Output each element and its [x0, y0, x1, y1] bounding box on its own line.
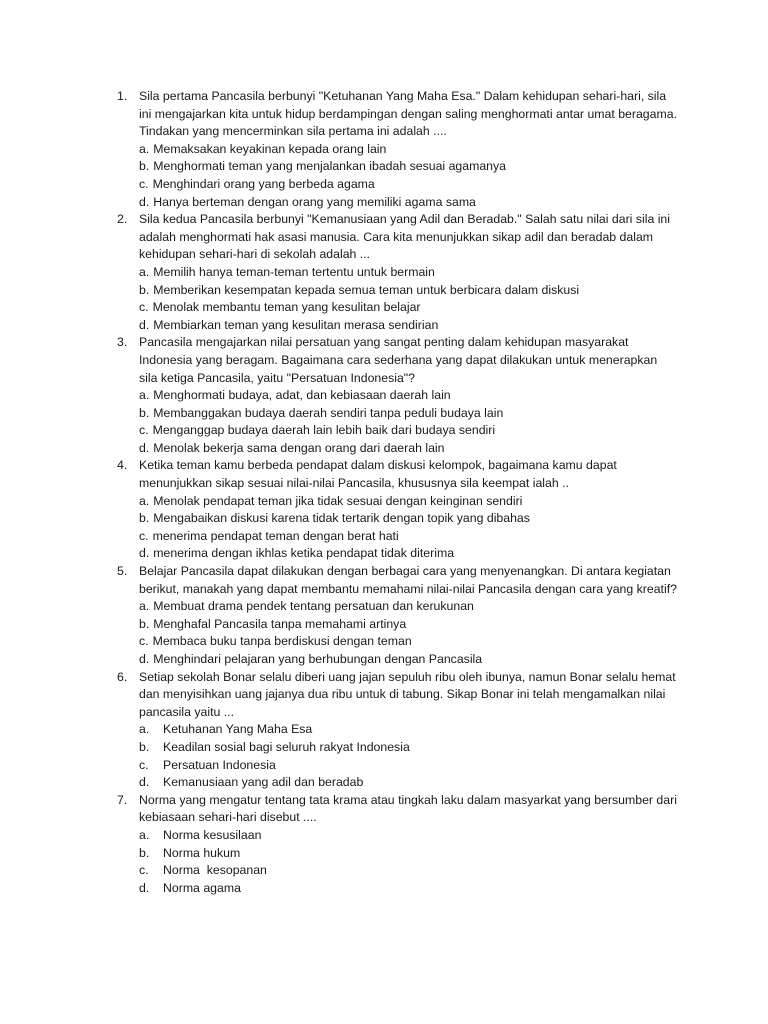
question-body — [139, 88, 677, 211]
question-body — [139, 211, 677, 334]
question-text: Norma yang mengatur tentang tata krama atau tingkah laku dalam masyarkat yang bersumber dari kebiasaan sehari-hari disebut .... — [139, 792, 677, 825]
option-letter: b. — [139, 405, 150, 420]
option-text: menerima pendapat teman dengan berat hati — [152, 528, 399, 543]
option-letter: d. — [139, 546, 150, 561]
option-text: Keadilan sosial bagi seluruh rakyat Indonesia — [163, 739, 410, 754]
question-item — [117, 669, 677, 792]
option-letter: c. — [139, 757, 149, 772]
option-item — [139, 651, 677, 669]
option-text: menerima dengan ikhlas ketika pendapat tidak diterima — [153, 546, 455, 561]
question-number: 2. — [117, 212, 128, 227]
option-text: Menolak pendapat teman jika tidak sesuai dengan keinginan sendiri — [153, 493, 523, 508]
question-number: 1. — [117, 89, 128, 103]
option-list — [139, 721, 677, 791]
question-item — [117, 457, 677, 563]
option-text: Membuat drama pendek tentang persatuan dan kerukunan — [153, 599, 474, 614]
option-item — [139, 141, 677, 159]
option-letter: b. — [139, 616, 150, 631]
option-item — [139, 845, 677, 863]
option-text: Menghindari orang yang berbeda agama — [152, 176, 375, 191]
option-text: Menghafal Pancasila tanpa memahami artinya — [153, 616, 407, 631]
question-number: 5. — [117, 564, 128, 579]
option-letter: d. — [139, 775, 150, 790]
option-list — [139, 264, 677, 334]
option-item — [139, 176, 677, 194]
option-letter: c. — [139, 176, 149, 191]
option-text: Menolak membantu teman yang kesulitan belajar — [152, 300, 421, 315]
option-text: Membanggakan budaya daerah sendiri tanpa peduli budaya lain — [153, 405, 504, 420]
option-letter: c. — [139, 634, 149, 649]
option-letter: a. — [139, 599, 150, 614]
question-list — [117, 88, 677, 897]
option-item — [139, 757, 677, 775]
question-number: 4. — [117, 458, 128, 473]
option-item — [139, 510, 677, 528]
question-text: Pancasila mengajarkan nilai persatuan yang sangat penting dalam kehidupan masyarakat Indonesia yang beragam. Bagaimana cara sederhana yang dapat dilakukan untuk menerapkan sila ketiga Pancasila, yaitu "Persatuan Indonesia"? — [139, 335, 658, 385]
option-letter: c. — [139, 423, 149, 438]
option-letter: c. — [139, 528, 149, 543]
option-text: Menghormati budaya, adat, dan kebiasaan daerah lain — [153, 388, 451, 403]
option-letter: a. — [139, 493, 150, 508]
option-item — [139, 158, 677, 176]
option-list — [139, 493, 677, 563]
option-letter: d. — [139, 652, 150, 666]
option-letter: b. — [139, 845, 150, 860]
question-body — [139, 669, 677, 792]
option-item — [139, 545, 677, 563]
option-letter: a. — [139, 722, 150, 737]
question-body — [139, 334, 677, 457]
option-letter: b. — [139, 511, 150, 526]
option-text: Menghindari pelajaran yang berhubungan dengan Pancasila — [153, 652, 483, 666]
option-text: Memberikan kesempatan kepada semua teman untuk berbicara dalam diskusi — [153, 282, 580, 297]
question-item — [117, 563, 677, 669]
option-letter: c. — [139, 863, 149, 878]
option-list — [139, 827, 677, 897]
option-text: Hanya berteman dengan orang yang memiliki agama sama — [153, 194, 476, 209]
option-item — [139, 194, 677, 212]
option-text: Norma hukum — [163, 845, 241, 860]
question-text: Sila pertama Pancasila berbunyi "Ketuhanan Yang Maha Esa." Dalam kehidupan sehari-hari, sila ini mengajarkan kita untuk hidup berdampingan dengan saling menghormati antar umat beragama. Tindakan yang mencerminkan sila pertama ini adalah .... — [139, 89, 677, 139]
option-item — [139, 721, 677, 739]
question-text: Sila kedua Pancasila berbunyi "Kemanusiaan yang Adil dan Beradab." Salah satu nilai dari sila ini adalah menghormati hak asasi manusia. Cara kita menunjukkan sikap adil dan beradab dalam kehidupan sehari-hari di sekolah adalah ... — [139, 212, 670, 262]
option-list — [139, 141, 677, 211]
question-number: 3. — [117, 335, 128, 350]
option-text: Persatuan Indonesia — [163, 757, 276, 772]
option-text: Menolak bekerja sama dengan orang dari daerah lain — [153, 440, 445, 455]
option-item — [139, 282, 677, 300]
option-letter: d. — [139, 880, 150, 895]
question-body — [139, 792, 677, 898]
question-item — [117, 211, 677, 334]
option-text: Norma kesopanan — [163, 863, 267, 878]
option-text: Menghormati teman yang menjalankan ibadah sesuai agamanya — [153, 159, 506, 174]
option-letter: a. — [139, 388, 150, 403]
option-item — [139, 827, 677, 845]
option-text: Membiarkan teman yang kesulitan merasa sendirian — [153, 317, 439, 332]
option-letter: a. — [139, 827, 150, 842]
option-text: Memaksakan keyakinan kepada orang lain — [153, 141, 387, 156]
option-item — [139, 440, 677, 458]
option-text: Kemanusiaan yang adil dan beradab — [163, 775, 364, 790]
question-item — [117, 88, 677, 211]
question-item — [117, 792, 677, 898]
question-body — [139, 457, 677, 563]
option-letter: b. — [139, 282, 150, 297]
option-letter: b. — [139, 739, 150, 754]
option-item — [139, 616, 677, 634]
option-item — [139, 598, 677, 616]
question-number: 7. — [117, 792, 128, 807]
option-text: Norma kesusilaan — [163, 827, 262, 842]
option-item — [139, 528, 677, 546]
option-item — [139, 739, 677, 757]
option-text: Membaca buku tanpa berdiskusi dengan teman — [152, 634, 412, 649]
option-item — [139, 880, 677, 898]
option-letter: d. — [139, 194, 150, 209]
option-letter: b. — [139, 159, 150, 174]
question-text: Setiap sekolah Bonar selalu diberi uang jajan sepuluh ribu oleh ibunya, namun Bonar selalu hemat dan menyisihkan uang jajanya dua ribu untuk di tabung. Sikap Bonar ini telah mengamalkan nilai pancasila yaitu ... — [139, 669, 676, 719]
option-letter: c. — [139, 300, 149, 315]
question-text: Ketika teman kamu berbeda pendapat dalam diskusi kelompok, bagaimana kamu dapat menunjukkan sikap sesuai nilai-nilai Pancasila, khususnya sila keempat ialah .. — [139, 458, 617, 491]
option-item — [139, 633, 677, 651]
option-item — [139, 862, 677, 880]
option-list — [139, 387, 677, 457]
option-text: Ketuhanan Yang Maha Esa — [163, 722, 313, 737]
question-text: Belajar Pancasila dapat dilakukan dengan berbagai cara yang menyenangkan. Di antara kegiatan berikut, manakah yang dapat membantu memahami nilai-nilai Pancasila dengan cara yang kreatif? — [139, 564, 677, 596]
option-text: Mengabaikan diskusi karena tidak tertarik dengan topik yang dibahas — [153, 511, 530, 526]
question-item — [117, 334, 677, 457]
option-item — [139, 317, 677, 335]
option-letter: a. — [139, 264, 150, 279]
option-letter: d. — [139, 440, 150, 455]
option-text: Norma agama — [163, 880, 241, 895]
option-text: Menganggap budaya daerah lain lebih baik dari budaya sendiri — [152, 423, 496, 438]
option-letter: d. — [139, 317, 150, 332]
question-body — [139, 563, 677, 669]
option-item — [139, 299, 677, 317]
option-item — [139, 264, 677, 282]
option-list — [139, 598, 677, 668]
option-letter: a. — [139, 141, 150, 156]
option-text: Memilih hanya teman-teman tertentu untuk bermain — [153, 264, 435, 279]
option-item — [139, 493, 677, 511]
option-item — [139, 422, 677, 440]
option-item — [139, 387, 677, 405]
question-number: 6. — [117, 669, 128, 684]
option-item — [139, 774, 677, 792]
option-item — [139, 405, 677, 423]
